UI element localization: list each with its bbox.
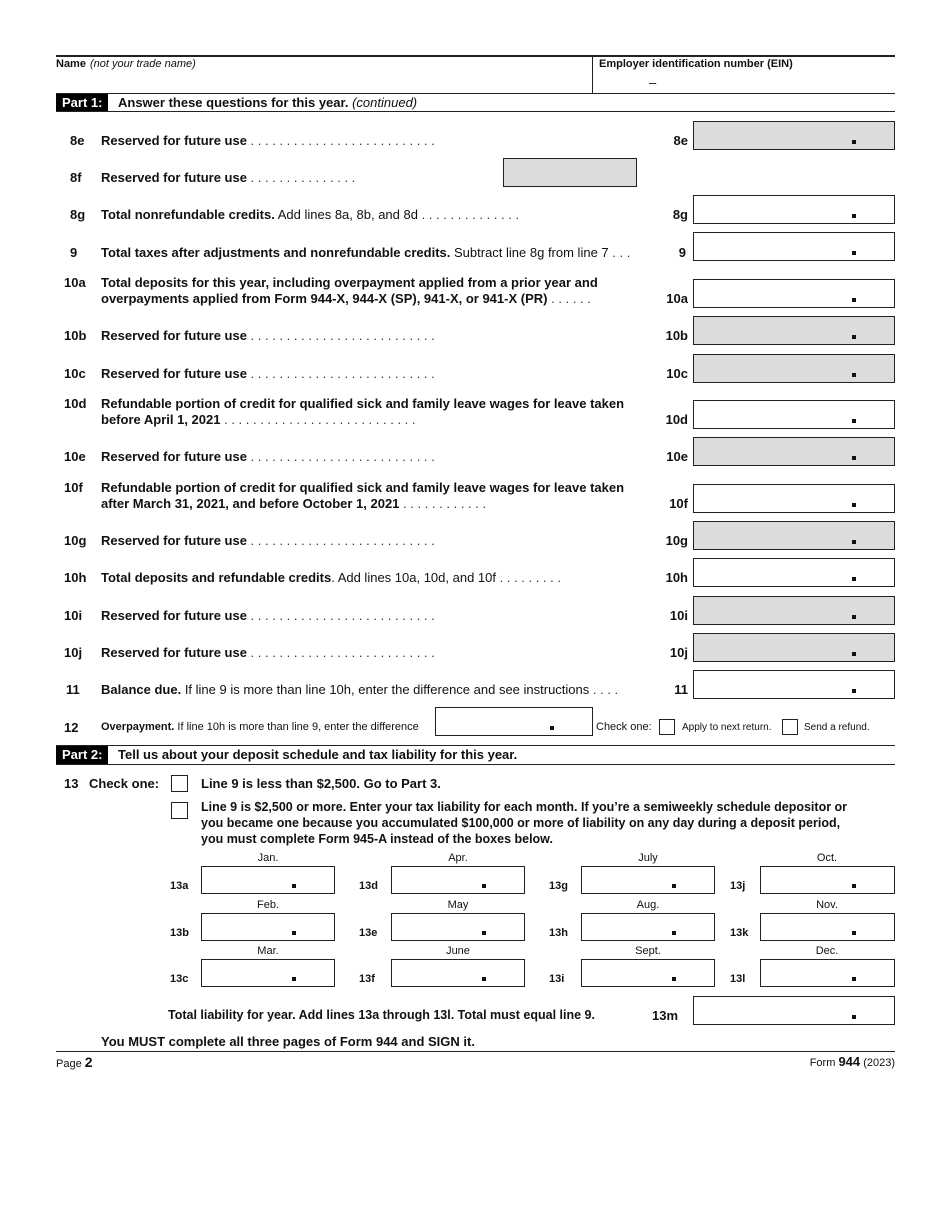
line-8e-box xyxy=(693,121,895,150)
line-10i-text xyxy=(101,608,661,623)
line-10e-number: 10e xyxy=(64,449,86,464)
line-10d-text-2 xyxy=(101,412,661,427)
month-label-sept: Sept. xyxy=(635,945,661,957)
line-12-input[interactable] xyxy=(435,707,593,736)
month-input-13l[interactable] xyxy=(760,959,895,987)
line-10b-box xyxy=(693,316,895,345)
total-liability-code: 13m xyxy=(652,1008,679,1023)
line-9-number: 9 xyxy=(70,245,78,260)
decimal-point xyxy=(852,140,856,144)
line-10b-lead: Reserved for future use xyxy=(101,328,247,343)
line-10f-lead-2: after March 31, 2021, and before October 1, 2021 xyxy=(101,496,400,511)
line-12-rest: If line 10h is more than line 9, enter the difference xyxy=(174,721,419,733)
month-label-apr: Apr. xyxy=(448,852,468,864)
2500-or-more-label-1: Line 9 is $2,500 or more. Enter your tax liability for each month. If you’re a semiweekly schedule depositor or xyxy=(201,800,848,814)
decimal-point xyxy=(482,884,486,888)
line-10f-number: 10f xyxy=(64,480,83,495)
line-10a-code: 10a xyxy=(666,291,688,306)
line-10d-text-1 xyxy=(101,396,661,411)
name-label: Name xyxy=(56,58,86,70)
line-10c-dots: . . . . . . . . . . . . . . . . . . . . . . . . . . xyxy=(246,366,435,381)
line-10a-dots: . . . . . . xyxy=(547,291,591,306)
line-11-rest: If line 9 is more than line 10h, enter the difference and see instructions xyxy=(181,682,590,697)
line-10g-dots: . . . . . . . . . . . . . . . . . . . . . . . . . . xyxy=(246,533,435,548)
line-10d-lead-2: before April 1, 2021 xyxy=(101,412,221,427)
decimal-point xyxy=(852,298,856,302)
part1-title xyxy=(118,95,417,110)
month-input-13j[interactable] xyxy=(760,866,895,894)
name-field[interactable] xyxy=(56,57,592,93)
month-input-13f[interactable] xyxy=(391,959,525,987)
line-10f-text-1 xyxy=(101,480,661,495)
month-input-13d[interactable] xyxy=(391,866,525,894)
line-10j-lead: Reserved for future use xyxy=(101,645,247,660)
line-10a-text-1 xyxy=(101,275,661,290)
decimal-point xyxy=(292,977,296,981)
line-10b-dots: . . . . . . . . . . . . . . . . . . . . . . . . . . xyxy=(246,328,435,343)
line-10h-code: 10h xyxy=(665,570,688,585)
month-code-13h: 13h xyxy=(549,927,568,939)
total-liability-input[interactable] xyxy=(693,996,895,1025)
decimal-point xyxy=(672,931,676,935)
line-10d-dots: . . . . . . . . . . . . . . . . . . . . . . . . . . . xyxy=(220,412,416,427)
month-code-13k: 13k xyxy=(730,927,749,939)
line-13-number: 13 xyxy=(64,776,79,791)
month-code-13a: 13a xyxy=(170,880,189,892)
decimal-point xyxy=(852,503,856,507)
month-label-july: July xyxy=(638,852,658,864)
line-10j-dots: . . . . . . . . . . . . . . . . . . . . . . . . . . xyxy=(246,645,435,660)
line-10g-number: 10g xyxy=(64,533,87,548)
month-code-13j: 13j xyxy=(730,880,746,892)
line-8g-lead: Total nonrefundable credits. xyxy=(101,207,275,222)
line-8g-dots: . . . . . . . . . . . . . . xyxy=(417,207,520,222)
month-label-dec: Dec. xyxy=(815,945,839,957)
line-9-lead: Total taxes after adjustments and nonrefundable credits. xyxy=(101,245,451,260)
send-a-refund-checkbox[interactable] xyxy=(782,719,798,735)
month-input-13g[interactable] xyxy=(581,866,715,894)
line-12-number: 12 xyxy=(64,720,79,735)
month-input-13e[interactable] xyxy=(391,913,525,941)
line-10e-lead: Reserved for future use xyxy=(101,449,247,464)
part1-rule xyxy=(56,111,895,112)
month-code-13l: 13l xyxy=(730,973,746,985)
line-10f-text-2 xyxy=(101,496,661,511)
line-10h-input[interactable] xyxy=(693,558,895,587)
page-num: 2 xyxy=(84,1054,93,1070)
line-9-text xyxy=(101,245,661,260)
decimal-point xyxy=(852,977,856,981)
line-10i-code: 10i xyxy=(669,608,688,623)
send-a-refund-label: Send a refund. xyxy=(804,722,870,733)
ein-dash: – xyxy=(649,75,657,90)
line-10e-box xyxy=(693,437,895,466)
line-10c-number: 10c xyxy=(64,366,86,381)
line-10b-code: 10b xyxy=(665,328,688,343)
line-10b-number: 10b xyxy=(64,328,87,343)
line-10j-box xyxy=(693,633,895,662)
line-10j-code: 10j xyxy=(669,645,688,660)
line-8e-code: 8e xyxy=(673,133,688,148)
line-10h-text xyxy=(101,570,661,585)
line-8e-dots: . . . . . . . . . . . . . . . . . . . . . . . . . . xyxy=(246,133,435,148)
line-10f-code: 10f xyxy=(669,496,688,511)
form-year: (2023) xyxy=(863,1057,895,1069)
line-10a-lead-2: overpayments applied from Form 944-X, 944-X (SP), 941-X, or 941-X (PR) xyxy=(101,291,548,306)
line-10a-lead-1: Total deposits for this year, including overpayment applied from a prior year and xyxy=(101,275,598,290)
month-label-nov: Nov. xyxy=(816,899,838,911)
part2-tag: Part 2: xyxy=(56,746,108,764)
month-label-june: June xyxy=(446,945,470,957)
less-than-2500-label: Line 9 is less than $2,500. Go to Part 3. xyxy=(201,776,441,791)
month-label-oct: Oct. xyxy=(816,852,838,864)
month-label-mar: Mar. xyxy=(257,945,279,957)
line-8f-lead: Reserved for future use xyxy=(101,170,247,185)
line-10g-code: 10g xyxy=(665,533,688,548)
line-8g-input[interactable] xyxy=(693,195,895,224)
line-10j-text xyxy=(101,645,661,660)
month-label-jan: Jan. xyxy=(257,852,279,864)
2500-or-more-label-3: you must complete Form 945-A instead of the boxes below. xyxy=(201,832,553,846)
ein-label: Employer identification number (EIN) xyxy=(599,58,793,70)
decimal-point xyxy=(852,214,856,218)
line-12-lead: Overpayment. xyxy=(101,721,175,733)
line-9-input[interactable] xyxy=(693,232,895,261)
line-10a-number: 10a xyxy=(64,275,86,290)
line-8g-text xyxy=(101,207,661,222)
line-10h-dots: . . . . . . . . . xyxy=(496,570,562,585)
apply-to-next-return-checkbox[interactable] xyxy=(659,719,675,735)
line-10h-lead: Total deposits and refundable credits xyxy=(101,570,332,585)
line-8g-number: 8g xyxy=(70,207,86,222)
line-8g-code: 8g xyxy=(672,207,688,222)
line-9-dots: . . . xyxy=(608,245,631,260)
month-input-13k[interactable] xyxy=(760,913,895,941)
month-code-13d: 13d xyxy=(359,880,378,892)
total-liability-text: Total liability for year. Add lines 13a through 13l. Total must equal line 9. xyxy=(168,1008,595,1022)
month-code-13c: 13c xyxy=(170,973,189,985)
2500-or-more-checkbox[interactable] xyxy=(171,802,188,819)
decimal-point xyxy=(852,884,856,888)
month-input-13c[interactable] xyxy=(201,959,335,987)
line-10g-text xyxy=(101,533,661,548)
less-than-2500-checkbox[interactable] xyxy=(171,775,188,792)
line-10c-text xyxy=(101,366,661,381)
line-10a-input[interactable] xyxy=(693,279,895,308)
apply-to-next-return-label: Apply to next return. xyxy=(682,722,772,733)
month-label-feb: Feb. xyxy=(256,899,279,911)
line-8f-text xyxy=(101,170,501,185)
month-code-13g: 13g xyxy=(549,880,568,892)
decimal-point xyxy=(482,977,486,981)
line-10f-lead-1: Refundable portion of credit for qualified sick and family leave wages for leave taken xyxy=(101,480,625,495)
footer-rule xyxy=(56,1051,895,1052)
line-10d-lead-1: Refundable portion of credit for qualified sick and family leave wages for leave taken xyxy=(101,396,625,411)
decimal-point xyxy=(672,884,676,888)
decimal-point xyxy=(852,652,856,656)
form-num: 944 xyxy=(838,1054,861,1069)
decimal-point xyxy=(852,456,856,460)
line-9-rest: Subtract line 8g from line 7 xyxy=(450,245,609,260)
line-11-code: 11 xyxy=(674,682,688,697)
part1-title-text: Answer these questions for this year. xyxy=(118,95,349,110)
line-11-lead: Balance due. xyxy=(101,682,182,697)
form-word: Form xyxy=(809,1057,836,1069)
decimal-point xyxy=(852,419,856,423)
line-10h-number: 10h xyxy=(64,570,87,585)
decimal-point xyxy=(292,884,296,888)
line-13-check-one: Check one: xyxy=(89,776,160,791)
header-bottom-rule xyxy=(56,93,895,94)
part2-title: Tell us about your deposit schedule and tax liability for this year. xyxy=(118,747,518,762)
decimal-point xyxy=(292,931,296,935)
decimal-point xyxy=(852,577,856,581)
month-label-may: May xyxy=(447,899,469,911)
line-10b-text xyxy=(101,328,661,343)
decimal-point xyxy=(482,931,486,935)
month-input-13b[interactable] xyxy=(201,913,335,941)
line-12-check-one: Check one: xyxy=(596,721,652,733)
line-8f-box xyxy=(503,158,637,187)
line-10h-rest: . Add lines 10a, 10d, and 10f xyxy=(331,570,496,585)
ein-field[interactable] xyxy=(593,57,895,93)
decimal-point xyxy=(852,335,856,339)
line-10d-number: 10d xyxy=(64,396,87,411)
decimal-point xyxy=(672,977,676,981)
month-input-13i[interactable] xyxy=(581,959,715,987)
name-sublabel: (not your trade name) xyxy=(90,58,196,70)
line-10f-input[interactable] xyxy=(693,484,895,513)
decimal-point xyxy=(852,931,856,935)
line-10i-box xyxy=(693,596,895,625)
line-10d-input[interactable] xyxy=(693,400,895,429)
line-8g-rest: Add lines 8a, 8b, and 8d xyxy=(274,207,418,222)
line-10g-box xyxy=(693,521,895,550)
decimal-point xyxy=(852,615,856,619)
decimal-point xyxy=(852,373,856,377)
decimal-point xyxy=(550,726,554,730)
month-code-13i: 13i xyxy=(549,973,565,985)
line-8e-number: 8e xyxy=(70,133,85,148)
line-10c-lead: Reserved for future use xyxy=(101,366,247,381)
month-label-aug: Aug. xyxy=(636,899,660,911)
line-10d-code: 10d xyxy=(665,412,688,427)
line-10i-lead: Reserved for future use xyxy=(101,608,247,623)
line-11-input[interactable] xyxy=(693,670,895,699)
part2-top-rule xyxy=(56,745,895,746)
line-10i-number: 10i xyxy=(64,608,83,623)
month-code-13e: 13e xyxy=(359,927,378,939)
line-10c-box xyxy=(693,354,895,383)
part2-rule xyxy=(56,764,895,765)
line-8e-text xyxy=(101,133,661,148)
month-input-13h[interactable] xyxy=(581,913,715,941)
form-id xyxy=(810,1054,895,1069)
decimal-point xyxy=(852,689,856,693)
decimal-point xyxy=(852,540,856,544)
line-10f-dots: . . . . . . . . . . . . xyxy=(399,496,487,511)
part1-title-suffix: (continued) xyxy=(352,95,418,110)
month-code-13b: 13b xyxy=(170,927,189,939)
line-12-text xyxy=(101,721,435,733)
part1-tag: Part 1: xyxy=(56,94,108,112)
line-10e-text xyxy=(101,449,661,464)
line-11-text xyxy=(101,682,661,697)
page-number xyxy=(56,1054,93,1070)
line-8f-number: 8f xyxy=(70,170,82,185)
must-complete-notice: You MUST complete all three pages of Form 944 and SIGN it. xyxy=(101,1034,475,1049)
line-11-dots: . . . . xyxy=(589,682,619,697)
line-10c-code: 10c xyxy=(666,366,688,381)
decimal-point xyxy=(852,251,856,255)
line-11-number: 11 xyxy=(66,682,80,697)
line-9-code: 9 xyxy=(678,245,686,260)
line-8e-lead: Reserved for future use xyxy=(101,133,247,148)
month-input-13a[interactable] xyxy=(201,866,335,894)
2500-or-more-label-2: you became one because you accumulated $100,000 or more of liability on any day during a deposit period, xyxy=(201,816,841,830)
decimal-point xyxy=(852,1015,856,1019)
line-10i-dots: . . . . . . . . . . . . . . . . . . . . . . . . . . xyxy=(246,608,435,623)
line-8f-dots: . . . . . . . . . . . . . . . xyxy=(246,170,356,185)
line-10g-lead: Reserved for future use xyxy=(101,533,247,548)
page-word: Page xyxy=(56,1058,82,1070)
line-10e-code: 10e xyxy=(666,449,688,464)
line-10a-text-2 xyxy=(101,291,661,306)
month-code-13f: 13f xyxy=(359,973,375,985)
line-10e-dots: . . . . . . . . . . . . . . . . . . . . . . . . . . xyxy=(246,449,435,464)
line-10j-number: 10j xyxy=(64,645,83,660)
